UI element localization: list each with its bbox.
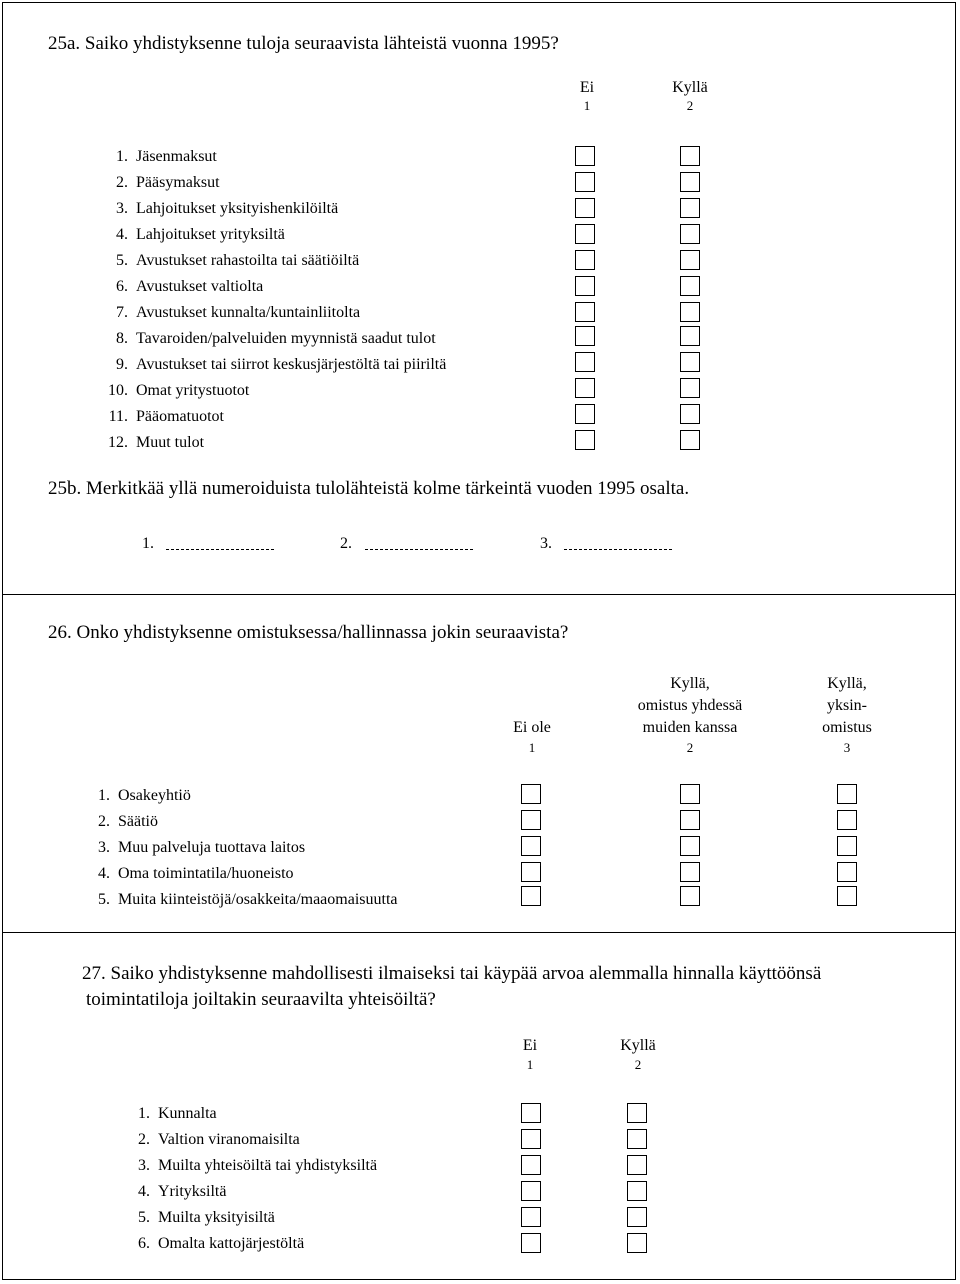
q25a-item11-no-checkbox[interactable]	[575, 404, 595, 424]
q26-item	[82, 783, 398, 809]
q25a-item	[88, 326, 446, 352]
item-label: Muilta yhteisöiltä tai yhdistyksiltä	[158, 1157, 378, 1174]
item-label: Säätiö	[118, 813, 158, 830]
q27-item2-yes-checkbox[interactable]	[627, 1129, 647, 1149]
q26-item2-col1-checkbox[interactable]	[521, 810, 541, 830]
item-number: 3.	[116, 200, 128, 217]
q27-item	[122, 1127, 377, 1153]
q25b-blank-2-input[interactable]	[365, 549, 473, 550]
question-27-title-line1: 27. Saiko yhdistyksenne mahdollisesti ilmaiseksi tai käypää arvoa alemmalla hinnalla käyttöönsä	[82, 963, 822, 984]
q25a-col-yes-header: Kyllä	[672, 79, 708, 96]
q25a-item	[88, 170, 446, 196]
item-label: Osakeyhtiö	[118, 787, 191, 804]
q25a-item11-yes-checkbox[interactable]	[680, 404, 700, 424]
q25a-item5-yes-checkbox[interactable]	[680, 250, 700, 270]
item-number: 2.	[138, 1131, 150, 1148]
item-label: Avustukset kunnalta/kuntainliitolta	[136, 304, 361, 321]
item-label: Yrityksiltä	[158, 1183, 227, 1200]
q25a-item	[88, 144, 446, 170]
q26-col3-header-line3: omistus	[822, 719, 872, 736]
q26-col2-header-line3: muiden kanssa	[642, 719, 738, 736]
q25a-item4-no-checkbox[interactable]	[575, 224, 595, 244]
q27-item	[122, 1101, 377, 1127]
question-26-title: 26. Onko yhdistyksenne omistuksessa/hallinnassa jokin seuraavista?	[48, 622, 569, 643]
q25a-item6-yes-checkbox[interactable]	[680, 276, 700, 296]
item-number: 4.	[138, 1183, 150, 1200]
q26-col1-header: Ei ole	[513, 719, 551, 736]
q26-col2-header-line1: Kyllä,	[670, 675, 710, 692]
item-label: Pääsymaksut	[136, 174, 220, 191]
q27-item6-no-checkbox[interactable]	[521, 1233, 541, 1253]
q25a-item7-no-checkbox[interactable]	[575, 302, 595, 322]
q25a-item	[88, 404, 446, 430]
item-label: Lahjoitukset yrityksiltä	[136, 226, 285, 243]
q26-item-list	[82, 783, 398, 913]
q25a-item	[88, 378, 446, 404]
item-number: 4.	[98, 865, 110, 882]
q26-item1-col3-checkbox[interactable]	[837, 784, 857, 804]
item-number: 8.	[116, 330, 128, 347]
q27-item1-yes-checkbox[interactable]	[627, 1103, 647, 1123]
q26-item3-col3-checkbox[interactable]	[837, 836, 857, 856]
question-25b-title: 25b. Merkitkää yllä numeroiduista tulolähteistä kolme tärkeintä vuoden 1995 osalta.	[48, 478, 690, 499]
item-number: 1.	[116, 148, 128, 165]
q25a-item10-no-checkbox[interactable]	[575, 378, 595, 398]
q26-item3-col2-checkbox[interactable]	[680, 836, 700, 856]
q25a-item5-no-checkbox[interactable]	[575, 250, 595, 270]
q26-col3-num: 3	[843, 740, 851, 755]
item-label: Muu palveluja tuottava laitos	[118, 839, 306, 856]
q26-item4-col2-checkbox[interactable]	[680, 862, 700, 882]
item-number: 2.	[116, 174, 128, 191]
q27-item5-no-checkbox[interactable]	[521, 1207, 541, 1227]
q25b-blank-3-label: 3.	[540, 535, 552, 552]
item-number: 3.	[98, 839, 110, 856]
item-label: Tavaroiden/palveluiden myynnistä saadut tulot	[136, 330, 436, 347]
item-label: Muilta yksityisiltä	[158, 1209, 275, 1226]
q26-col2-header-line2: omistus yhdessä	[637, 697, 743, 714]
item-label: Omalta kattojärjestöltä	[158, 1235, 305, 1252]
q25a-item	[88, 352, 446, 378]
q25a-item6-no-checkbox[interactable]	[575, 276, 595, 296]
q25a-col-no-num: 1	[583, 98, 591, 113]
q26-item	[82, 887, 398, 913]
q25a-item	[88, 300, 446, 326]
q25a-item9-no-checkbox[interactable]	[575, 352, 595, 372]
q27-item	[122, 1205, 377, 1231]
q25a-item12-yes-checkbox[interactable]	[680, 430, 700, 450]
q25a-item	[88, 274, 446, 300]
item-number: 10.	[108, 382, 128, 399]
q25a-item9-yes-checkbox[interactable]	[680, 352, 700, 372]
q26-item	[82, 861, 398, 887]
q25a-item12-no-checkbox[interactable]	[575, 430, 595, 450]
item-label: Valtion viranomaisilta	[158, 1131, 300, 1148]
q26-item	[82, 809, 398, 835]
item-number: 11.	[108, 408, 128, 425]
q25a-item	[88, 430, 446, 456]
q25a-item-list	[88, 144, 446, 456]
q26-item2-col3-checkbox[interactable]	[837, 810, 857, 830]
q27-item1-no-checkbox[interactable]	[521, 1103, 541, 1123]
q26-item1-col1-checkbox[interactable]	[521, 784, 541, 804]
q25a-item8-yes-checkbox[interactable]	[680, 326, 700, 346]
q26-col3-header-line2: yksin-	[827, 697, 867, 714]
item-label: Avustukset tai siirrot keskusjärjestöltä tai piiriltä	[136, 356, 447, 373]
q25a-item	[88, 248, 446, 274]
q27-item2-no-checkbox[interactable]	[521, 1129, 541, 1149]
item-label: Oma toimintatila/huoneisto	[118, 865, 294, 882]
q26-item5-col1-checkbox[interactable]	[521, 886, 541, 906]
item-label: Kunnalta	[158, 1105, 217, 1122]
q25a-item1-yes-checkbox[interactable]	[680, 146, 700, 166]
item-number: 1.	[98, 787, 110, 804]
q25b-blank-1-input[interactable]	[166, 549, 274, 550]
item-number: 7.	[116, 304, 128, 321]
q25a-item3-yes-checkbox[interactable]	[680, 198, 700, 218]
item-label: Lahjoitukset yksityishenkilöiltä	[136, 200, 339, 217]
item-label: Pääomatuotot	[136, 408, 224, 425]
q27-item	[122, 1179, 377, 1205]
question-25a-title: 25a. Saiko yhdistyksenne tuloja seuraavista lähteistä vuonna 1995?	[48, 33, 559, 54]
item-label: Muut tulot	[136, 434, 205, 451]
q27-item3-no-checkbox[interactable]	[521, 1155, 541, 1175]
q27-item4-yes-checkbox[interactable]	[627, 1181, 647, 1201]
q26-col2-num: 2	[686, 740, 694, 755]
item-number: 9.	[116, 356, 128, 373]
q27-col-yes-header: Kyllä	[620, 1037, 656, 1054]
q26-item2-col2-checkbox[interactable]	[680, 810, 700, 830]
q26-col3-header-line1: Kyllä,	[827, 675, 867, 692]
q25b-blank-2-label: 2.	[340, 535, 352, 552]
item-number: 6.	[138, 1235, 150, 1252]
item-number: 4.	[116, 226, 128, 243]
item-label: Jäsenmaksut	[136, 148, 217, 165]
q27-item4-no-checkbox[interactable]	[521, 1181, 541, 1201]
item-number: 12.	[108, 434, 128, 451]
item-number: 5.	[138, 1209, 150, 1226]
q25a-col-yes-num: 2	[686, 98, 694, 113]
q26-item1-col2-checkbox[interactable]	[680, 784, 700, 804]
q25a-item3-no-checkbox[interactable]	[575, 198, 595, 218]
item-label: Omat yritystuotot	[136, 382, 250, 399]
item-label: Muita kiinteistöjä/osakkeita/maaomaisuutta	[118, 891, 398, 908]
q25a-item8-no-checkbox[interactable]	[575, 326, 595, 346]
q25a-item7-yes-checkbox[interactable]	[680, 302, 700, 322]
q26-item4-col1-checkbox[interactable]	[521, 862, 541, 882]
item-label: Avustukset rahastoilta tai säätiöiltä	[136, 252, 360, 269]
section-divider-1	[2, 594, 956, 595]
q27-item	[122, 1231, 377, 1257]
q27-item3-yes-checkbox[interactable]	[627, 1155, 647, 1175]
q25a-col-no-header: Ei	[579, 79, 595, 96]
item-number: 6.	[116, 278, 128, 295]
q25a-item10-yes-checkbox[interactable]	[680, 378, 700, 398]
q25a-item4-yes-checkbox[interactable]	[680, 224, 700, 244]
question-27-title-line2: toimintatiloja joiltakin seuraavilta yhteisöiltä?	[86, 989, 436, 1010]
q25b-blank-3-input[interactable]	[564, 549, 672, 550]
q26-item3-col1-checkbox[interactable]	[521, 836, 541, 856]
section-divider-2	[2, 932, 956, 933]
q27-item-list	[122, 1101, 377, 1257]
item-number: 5.	[98, 891, 110, 908]
q26-item5-col2-checkbox[interactable]	[680, 886, 700, 906]
q25a-item1-no-checkbox[interactable]	[575, 146, 595, 166]
q27-col-yes-num: 2	[634, 1057, 642, 1072]
q27-item5-yes-checkbox[interactable]	[627, 1207, 647, 1227]
item-label: Avustukset valtiolta	[136, 278, 264, 295]
q27-item	[122, 1153, 377, 1179]
q26-col1-num: 1	[528, 740, 536, 755]
q27-col-no-header: Ei	[522, 1037, 538, 1054]
q25a-item	[88, 196, 446, 222]
q26-item	[82, 835, 398, 861]
q25b-blank-1-label: 1.	[142, 535, 154, 552]
q26-item4-col3-checkbox[interactable]	[837, 862, 857, 882]
q27-item6-yes-checkbox[interactable]	[627, 1233, 647, 1253]
q25a-item	[88, 222, 446, 248]
q26-item5-col3-checkbox[interactable]	[837, 886, 857, 906]
item-number: 2.	[98, 813, 110, 830]
item-number: 5.	[116, 252, 128, 269]
item-number: 3.	[138, 1157, 150, 1174]
q25a-item2-yes-checkbox[interactable]	[680, 172, 700, 192]
item-number: 1.	[138, 1105, 150, 1122]
q27-col-no-num: 1	[526, 1057, 534, 1072]
q25a-item2-no-checkbox[interactable]	[575, 172, 595, 192]
